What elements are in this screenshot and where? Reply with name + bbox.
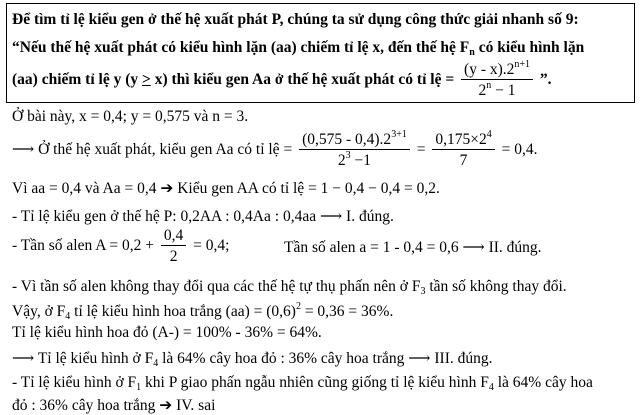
line-red [12, 324, 322, 342]
aa-line [12, 180, 440, 198]
line-iii [12, 350, 493, 368]
text: 0,175×2 [435, 131, 487, 148]
text: 2 [337, 152, 346, 169]
text: Tần số alen a = 1 - 0,4 = 0,6 ⟶ II. đúng. [284, 239, 542, 256]
text: = [412, 141, 430, 159]
line-f4-white [12, 303, 393, 321]
text: - Tỉ lệ kiểu gen ở thế hệ P: 0,2AA : 0,4Aa : 0,4aa ⟶ I. đúng. [12, 208, 394, 225]
freq-line [12, 227, 229, 266]
text: - Tỉ lệ kiểu hình ở F [12, 374, 137, 391]
exponent: n [486, 80, 492, 91]
text: - Tần số alen A = 0,2 + [12, 237, 158, 255]
line-iv-2 [12, 397, 215, 415]
subscript: 4 [488, 382, 494, 393]
line-iv-1 [12, 374, 593, 392]
text: − 1 [491, 82, 516, 99]
text: (0,575 - 0,4).2 [302, 131, 392, 148]
subscript: 4 [65, 311, 71, 322]
box-line-3 [12, 61, 552, 100]
text: = 0,4; [189, 237, 230, 255]
text: = 0,4. [497, 141, 538, 159]
subscript: 3 [420, 286, 426, 297]
text: ⟶ Ở thế hệ xuất phát, kiểu gen Aa có tỉ lệ = [12, 141, 297, 159]
box-line-1 [12, 11, 579, 29]
formula-fraction [461, 61, 533, 100]
text: tỉ lệ kiểu hình hoa trắng (aa) = (0,6) [70, 303, 296, 320]
denominator [479, 80, 516, 100]
text: có kiểu hình lặn [474, 39, 585, 56]
text: Ở bài này, x = 0,4; y = 0,575 và n = 3. [12, 108, 249, 125]
line-f3 [12, 278, 567, 296]
numerator [299, 131, 410, 150]
text: Vì aa = 0,4 và Aa = 0,4 ➔ Kiểu gen AA có tỉ lệ = 1 − 0,4 − 0,4 = 0,2. [12, 180, 440, 197]
given-line [12, 108, 248, 126]
box-line-2 [12, 39, 584, 57]
denominator: 7 [459, 152, 468, 169]
text: Để tìm tỉ lệ kiểu gen ở thế hệ xuất phát P, chúng ta sử dụng công thức giải nhanh số 9: [12, 11, 579, 28]
text: khi P giao phấn ngẫu nhiên cũng giống tỉ lệ kiểu hình F [141, 374, 489, 391]
exponent: 3+1 [391, 129, 407, 140]
exponent: 2 [295, 301, 301, 312]
freq-a-line [284, 239, 542, 257]
text: ⟶ Tỉ lệ kiểu hình ở F [12, 350, 154, 367]
exponent: n+1 [514, 59, 531, 70]
ratio-line [12, 208, 394, 226]
text: (y - x).2 [464, 61, 515, 78]
calc-fraction-2 [432, 131, 494, 170]
text: - Vì tần số alen không thay đổi qua các thế hệ tự thụ phấn nên ở F [12, 278, 421, 295]
numerator: 0,4 [161, 227, 186, 246]
text: là 64% cây hoa đỏ : 36% cây hoa trắng ⟶ III. đúng. [158, 350, 493, 367]
calc-fraction-1 [299, 131, 410, 170]
text: Tỉ lệ kiểu hình hoa đỏ (A-) = 100% - 36% = 64%. [12, 324, 322, 341]
denominator [338, 150, 371, 170]
text: Vậy, ở F [12, 303, 66, 320]
ge-symbol: > [142, 71, 151, 89]
text: x) thì kiểu gen Aa ở thế hệ xuất phát có tỉ lệ = [150, 71, 459, 89]
freq-fraction [161, 227, 186, 266]
text: (aa) chiếm tỉ lệ y (y [12, 71, 142, 89]
calc-line [12, 131, 537, 170]
text: tần số không thay đổi. [425, 278, 567, 295]
text: đỏ : 36% cây hoa trắng ➔ IV. sai [12, 397, 216, 414]
text: = 0,36 = 36%. [300, 303, 394, 320]
denominator: 2 [169, 248, 178, 265]
text: “Nếu thế hệ xuất phát có kiểu hình lặn (aa) chiếm tỉ lệ x, đến thế hệ F [12, 39, 470, 56]
exponent: 3 [345, 150, 351, 161]
subscript: n [469, 47, 475, 58]
subscript: 1 [136, 382, 142, 393]
text: 2 [478, 82, 487, 99]
exponent: 4 [486, 129, 492, 140]
text: là 64% cây hoa [493, 374, 593, 391]
subscript: 4 [153, 358, 159, 369]
text: ”. [536, 71, 552, 89]
numerator [432, 131, 494, 150]
text: −1 [350, 152, 371, 169]
numerator [461, 61, 533, 80]
